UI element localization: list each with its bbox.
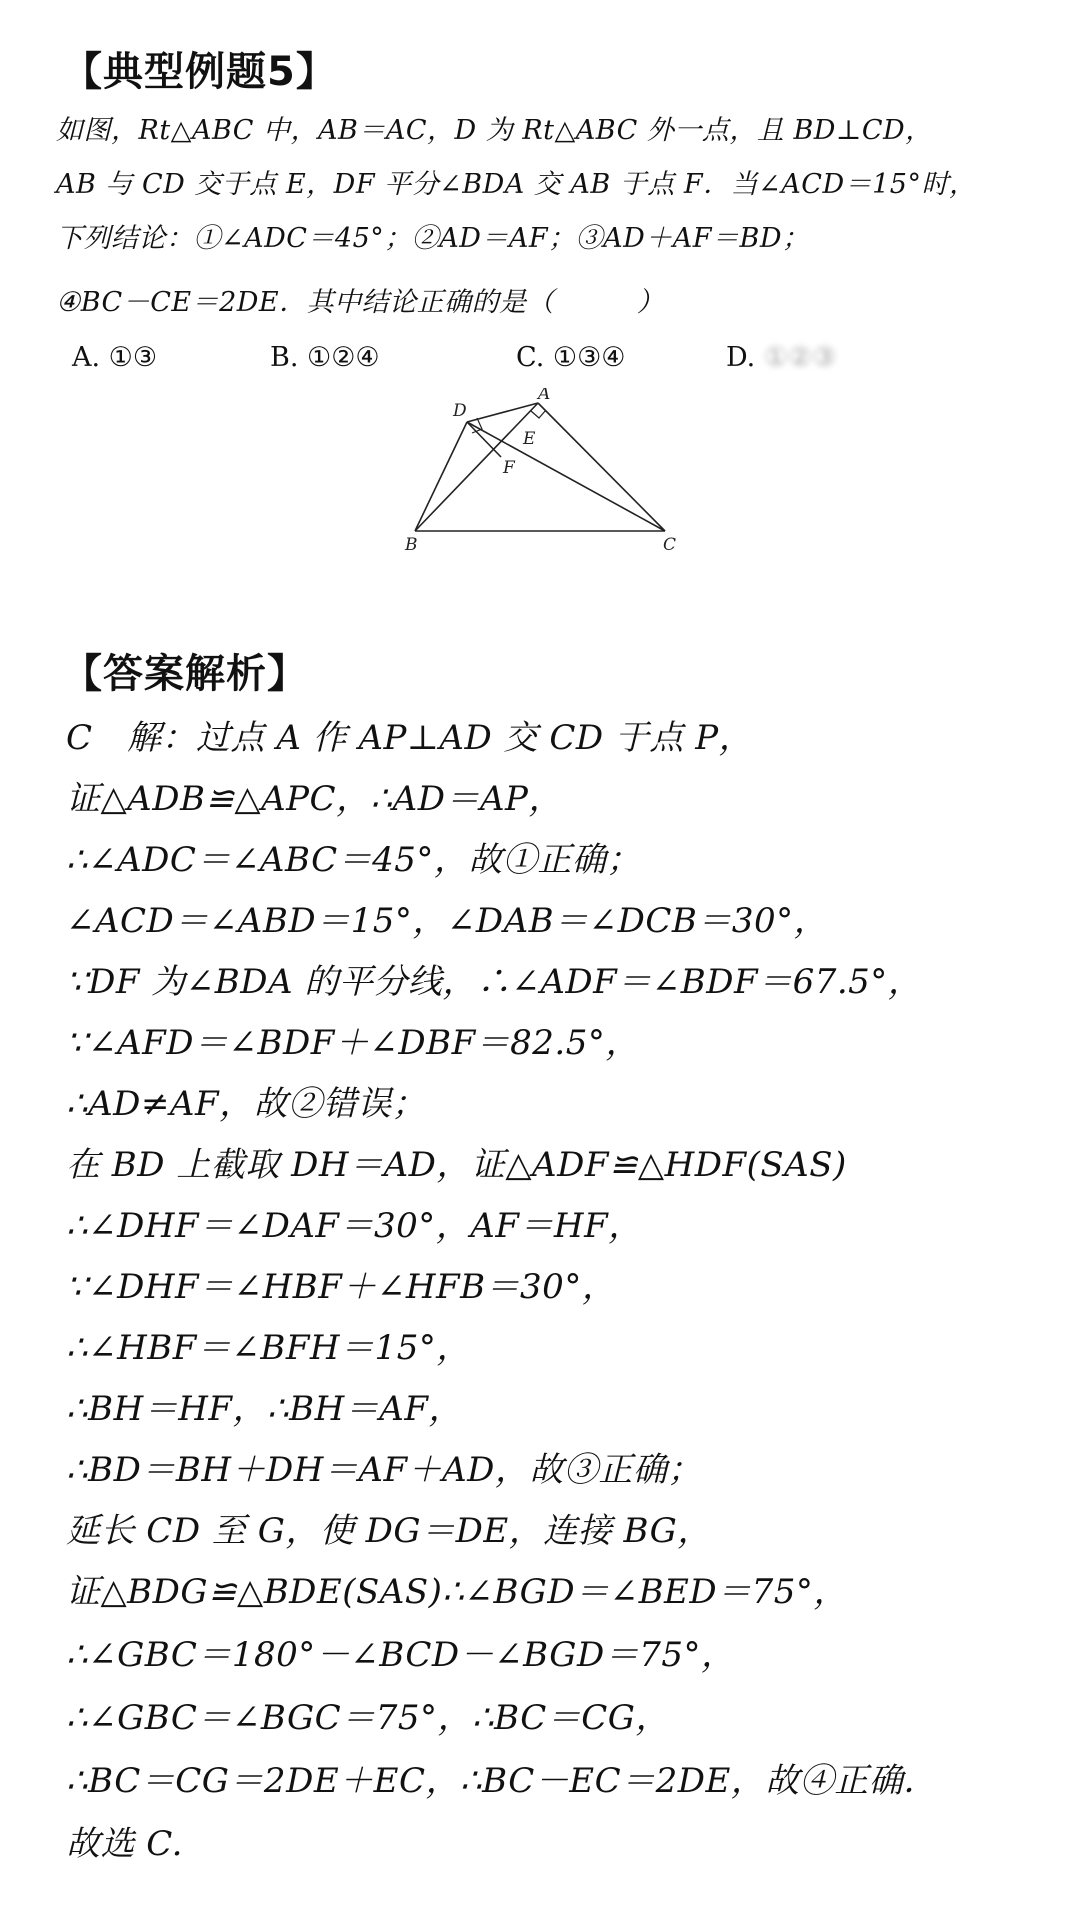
- segment-ba: [415, 403, 538, 531]
- option-d: [726, 342, 837, 373]
- answer-line: 延长 CD 至 G，使 DG＝DE，连接 BG，: [66, 1511, 712, 1551]
- answer-line: ∴∠GBC＝180°－∠BCD－∠BGD＝75°，: [66, 1635, 736, 1675]
- segment-df: [467, 422, 501, 457]
- label-e: E: [523, 429, 536, 449]
- option-d-obscured: ①②③: [763, 342, 837, 373]
- option-d-label: D.: [726, 342, 756, 373]
- segment-dc: [467, 422, 665, 531]
- question-line: 如图，Rt△ABC 中，AB＝AC，D 为 Rt△ABC 外一点，且 BD⊥CD，: [56, 115, 933, 146]
- question-line: 下列结论：①∠ADC＝45°；②AD＝AF；③AD＋AF＝BD；: [56, 223, 810, 254]
- answer-line: 故选 C.: [66, 1824, 183, 1864]
- label-b: B: [405, 535, 418, 555]
- answer-line: ∵∠AFD＝∠BDF＋∠DBF＝82.5°，: [66, 1023, 640, 1063]
- option-c: C. ①③④: [516, 342, 626, 373]
- answer-line: ∴∠ADC＝∠ABC＝45°，故①正确；: [66, 840, 641, 880]
- geometry-figure: [395, 388, 695, 558]
- example-heading: 【典型例题5】: [62, 49, 337, 95]
- answer-line: ∴BC＝CG＝2DE＋EC，∴BC－EC＝2DE，故④正确．: [66, 1761, 938, 1801]
- segment-bd: [415, 422, 467, 531]
- question-line: AB 与 CD 交于点 E，DF 平分∠BDA 交 AB 于点 F．当∠ACD＝15°时，: [56, 169, 977, 200]
- option-a: A. ①③: [72, 342, 158, 373]
- label-f: F: [503, 458, 515, 478]
- answer-line: ∴∠GBC＝∠BGC＝75°，∴BC＝CG，: [66, 1698, 670, 1738]
- answer-line: ∴BD＝BH＋DH＝AF＋AD，故③正确；: [66, 1450, 702, 1490]
- answer-line: ∴BH＝HF，∴BH＝AF，: [66, 1389, 463, 1429]
- answer-line: ∠ACD＝∠ABD＝15°，∠DAB＝∠DCB＝30°，: [66, 901, 829, 941]
- label-a: A: [538, 388, 551, 404]
- right-angle-mark-a: [531, 410, 546, 418]
- option-b: B. ①②④: [270, 342, 380, 373]
- answer-line: ∴AD≠AF，故②错误；: [66, 1084, 427, 1124]
- answer-line: ∴∠HBF＝∠BFH＝15°，: [66, 1328, 471, 1368]
- answer-line: 在 BD 上截取 DH＝AD，证△ADF≌△HDF(SAS): [66, 1145, 847, 1185]
- question-line: ④BC－CE＝2DE．其中结论正确的是（ ）: [56, 287, 665, 318]
- label-d: D: [453, 401, 467, 421]
- answer-line: 证△BDG≌△BDE(SAS)∴∠BGD＝∠BED＝75°，: [66, 1572, 848, 1612]
- segment-ac: [538, 403, 665, 531]
- answer-heading: 【答案解析】: [62, 651, 308, 697]
- answer-line: ∵∠DHF＝∠HBF＋∠HFB＝30°，: [66, 1267, 617, 1307]
- answer-line: C 解：过点 A 作 AP⊥AD 交 CD 于点 P，: [66, 718, 754, 758]
- answer-line: 证△ADB≌△APC，∴AD＝AP，: [66, 779, 563, 819]
- answer-line: ∵DF 为∠BDA 的平分线，∴∠ADF＝∠BDF＝67.5°，: [66, 962, 923, 1002]
- label-c: C: [663, 535, 677, 555]
- answer-line: ∴∠DHF＝∠DAF＝30°，AF＝HF，: [66, 1206, 643, 1246]
